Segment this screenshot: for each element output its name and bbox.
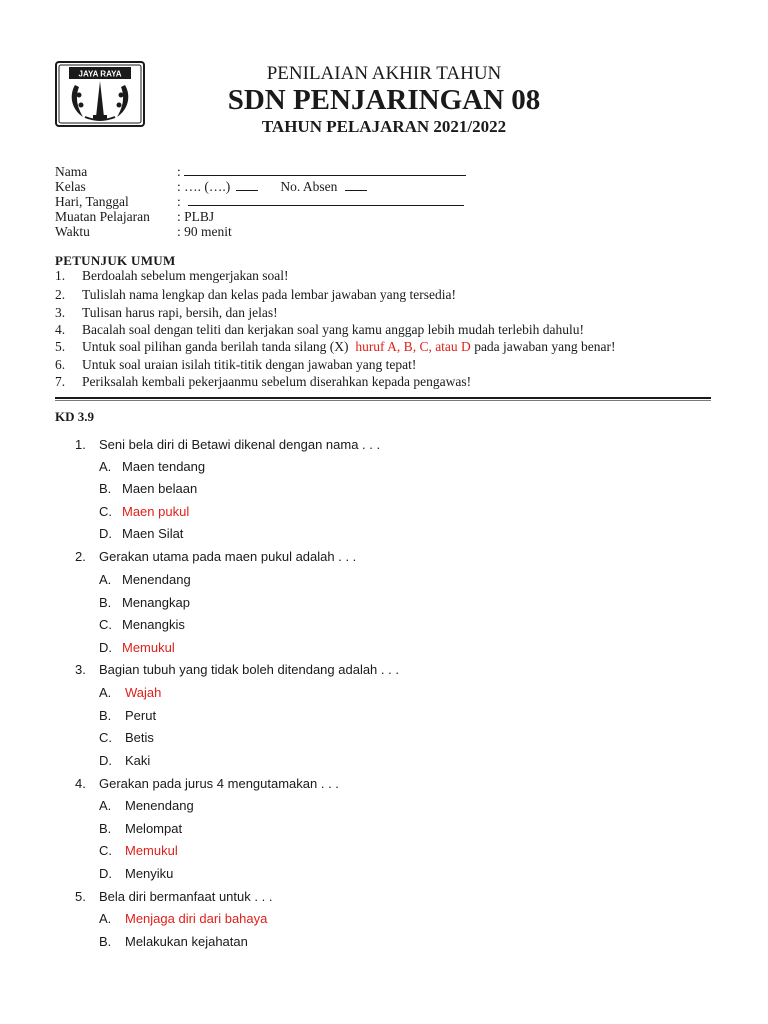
option[interactable]: A. Menendang <box>99 572 191 587</box>
exam-title: PENILAIAN AKHIR TAHUN <box>266 63 502 84</box>
instruction-item: 7. Periksalah kembali pekerjaanmu sebelum diserahkan kepada pengawas! <box>55 374 472 389</box>
instruction-item: 2. Tulislah nama lengkap dan kelas pada lembar jawaban yang tersedia! <box>55 287 456 302</box>
school-name: SDN PENJARINGAN 08 <box>227 84 541 116</box>
absen-label: No. Absen <box>280 179 338 194</box>
kelas-row <box>55 179 367 195</box>
option-answer[interactable]: A. Wajah <box>99 685 162 700</box>
kelas-label: Kelas <box>55 179 86 194</box>
question-3: 3. Bagian tubuh yang tidak boleh ditendang adalah . . . <box>75 662 399 677</box>
option[interactable]: D. Menyiku <box>99 866 174 881</box>
option[interactable]: C. Menangkis <box>99 617 185 632</box>
option[interactable]: A. Maen tendang <box>99 459 206 474</box>
instruction-item: 4. Bacalah soal dengan teliti dan kerjakan soal yang kamu anggap lebih mudah terlebih dahulu! <box>55 322 584 337</box>
nama-row: Nama : <box>55 164 466 180</box>
kd-heading: KD 3.9 <box>55 409 94 424</box>
instruction-item: 6. Untuk soal uraian isilah titik-titik dengan jawaban yang tepat! <box>55 357 417 372</box>
option-answer[interactable]: C. Memukul <box>99 843 178 858</box>
option[interactable]: A. Menendang <box>99 798 194 813</box>
option[interactable]: B. Maen belaan <box>99 481 198 496</box>
waktu-row <box>55 224 232 240</box>
waktu-value: : 90 menit <box>177 224 232 239</box>
instruction-item: 1. Berdoalah sebelum mengerjakan soal! <box>55 268 289 283</box>
section-divider-thin <box>55 400 711 401</box>
question-1: 1. Seni bela diri di Betawi dikenal dengan nama . . . <box>75 437 381 452</box>
option[interactable]: D. Maen Silat <box>99 526 184 541</box>
question-5: 5. Bela diri bermanfaat untuk . . . <box>75 889 273 904</box>
option[interactable]: B. Menangkap <box>99 595 190 610</box>
muatan-label: Muatan Pelajaran <box>55 209 150 224</box>
absen-blank[interactable] <box>345 179 367 191</box>
muatan-value: : PLBJ <box>177 209 215 224</box>
nama-blank[interactable] <box>184 164 466 176</box>
option[interactable]: C. Betis <box>99 730 154 745</box>
logo-text: JAYA RAYA <box>78 69 122 79</box>
instruction-item: 3. Tulisan harus rapi, bersih, dan jelas! <box>55 305 278 320</box>
waktu-label: Waktu <box>55 224 90 239</box>
tanggal-blank[interactable] <box>188 194 464 206</box>
question-2: 2. Gerakan utama pada maen pukul adalah . . . <box>75 549 357 564</box>
option[interactable]: D. Kaki <box>99 753 151 768</box>
academic-year: TAHUN PELAJARAN 2021/2022 <box>261 117 507 136</box>
tanggal-label: Hari, Tanggal <box>55 194 129 209</box>
tanggal-row: Hari, Tanggal : <box>55 194 464 210</box>
answer-format-highlight: huruf A, B, C, atau D <box>355 339 471 354</box>
instruction-item: 5. Untuk soal pilihan ganda berilah tanda silang (X) huruf A, B, C, atau D pada jawaban yang benar! <box>55 339 616 354</box>
question-4: 4. Gerakan pada jurus 4 mengutamakan . . . <box>75 776 339 791</box>
option[interactable]: B. Melompat <box>99 821 183 836</box>
muatan-row <box>55 209 214 225</box>
nama-label: Nama <box>55 164 88 179</box>
option-answer[interactable]: A. Menjaga diri dari bahaya <box>99 911 268 926</box>
option-answer[interactable]: C. Maen pukul <box>99 504 190 519</box>
section-divider <box>55 397 711 399</box>
kelas-value: : …. (….) <box>177 179 231 194</box>
kelas-blank[interactable] <box>236 179 258 191</box>
petunjuk-heading: PETUNJUK UMUM <box>55 253 176 268</box>
option[interactable]: B. Melakukan kejahatan <box>99 934 248 949</box>
option[interactable]: B. Perut <box>99 708 157 723</box>
option-answer[interactable]: D. Memukul <box>99 640 175 655</box>
